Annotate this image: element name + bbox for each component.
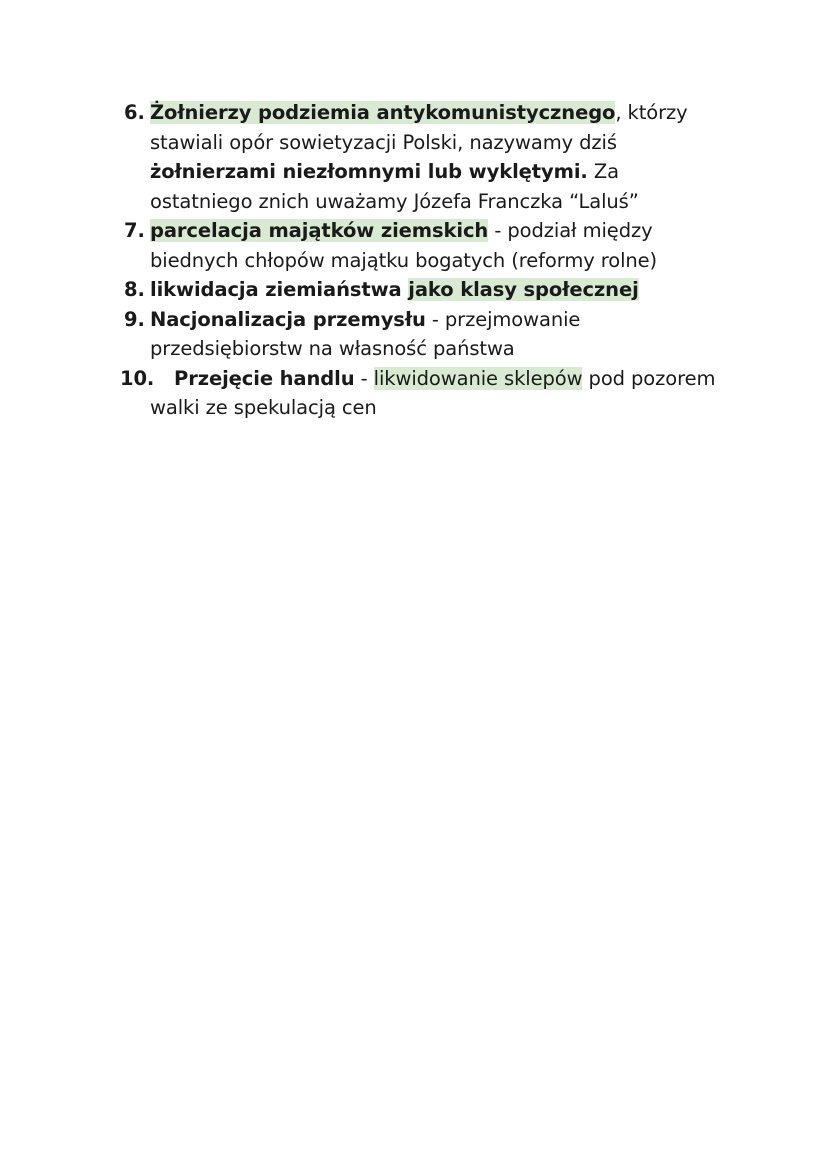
bold-phrase: żołnierzami niezłomnymi lub wyklętymi. xyxy=(150,160,588,183)
list-item-10 xyxy=(121,364,721,423)
bold-phrase: Nacjonalizacja przemysłu xyxy=(150,307,426,331)
list-number: 8. xyxy=(124,278,145,301)
list-number: 9. xyxy=(124,307,145,331)
list-item-9 xyxy=(121,305,721,364)
list-item-7 xyxy=(121,216,721,275)
highlighted-phrase: parcelacja majątków ziemskich xyxy=(150,219,489,242)
item-text: , którzy stawiali opór sowietyzacji Polski, nazywamy dziś xyxy=(150,101,688,154)
list-number: 7. xyxy=(124,219,145,242)
item-text: - przejmowanie przedsiębiorstw na własność państwa xyxy=(150,307,581,360)
item-text: Za ostatniego znich uważamy Józefa Franczka “Laluś” xyxy=(150,160,639,213)
bold-phrase: likwidacja ziemiaństwa xyxy=(150,278,409,301)
item-text: - podział między biednych chłopów majątku bogatych (reformy rolne) xyxy=(150,219,658,272)
list-number: 10. xyxy=(120,366,155,390)
item-text: pod pozorem walki ze spekulacją cen xyxy=(150,366,716,419)
bold-phrase: Przejęcie handlu xyxy=(174,366,355,390)
list-number: 6. xyxy=(124,101,145,124)
highlighted-phrase: Żołnierzy podziemia antykomunistycznego xyxy=(150,101,616,124)
highlighted-phrase: jako klasy społecznej xyxy=(408,278,639,301)
list-item-8 xyxy=(121,275,721,305)
numbered-list xyxy=(121,98,721,423)
item-text: - xyxy=(354,366,374,390)
highlighted-phrase: likwidowanie sklepów xyxy=(373,366,583,390)
list-item-6 xyxy=(121,98,721,216)
